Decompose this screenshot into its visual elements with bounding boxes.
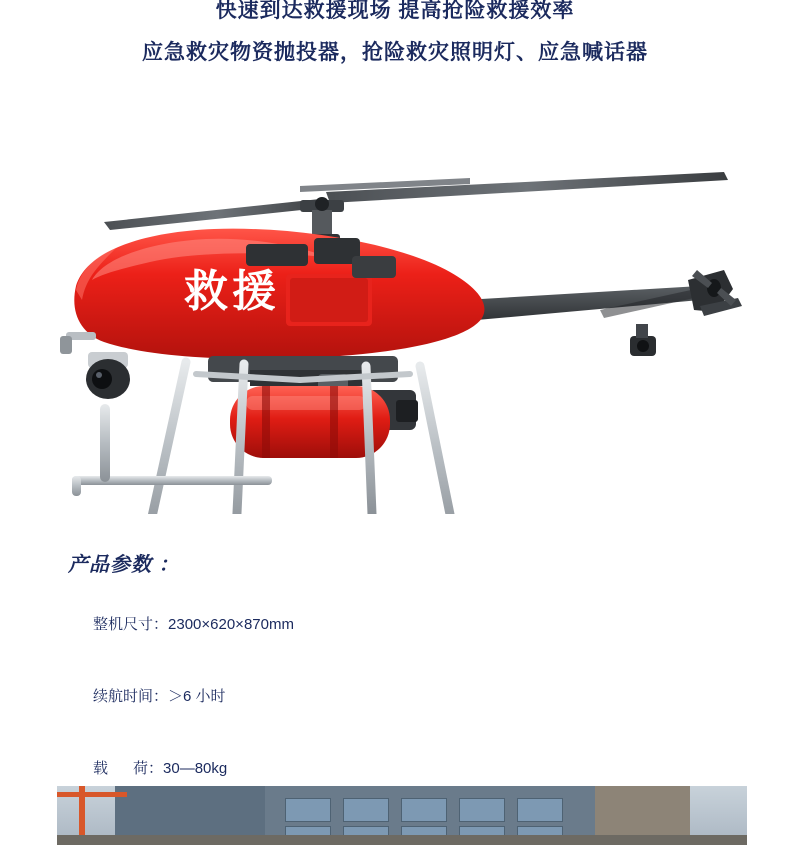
param-value: 30—80kg — [163, 760, 228, 777]
headline-block — [0, 0, 790, 68]
photo-crane-jib — [57, 792, 127, 797]
svg-text:救援: 救援 — [184, 267, 280, 316]
params-title: 产品参数 ： — [68, 554, 180, 576]
nose-gimbal-camera — [86, 352, 130, 399]
param-label: 续航时间： — [93, 688, 169, 705]
photo-ground — [57, 835, 747, 845]
helicopter-hero-image — [0, 74, 790, 514]
param-row — [68, 589, 728, 661]
photo-window — [401, 798, 447, 822]
headline-line-1: 快速到达救援现场 提高抢险救援效率 — [215, 0, 575, 22]
main-rotor-blades — [104, 172, 728, 230]
photo-window — [343, 798, 389, 822]
bottom-photo-strip — [57, 786, 747, 845]
photo-window — [517, 798, 563, 822]
param-value: 2300×620×870mm — [168, 616, 294, 633]
param-value: ＞6 小时 — [168, 688, 226, 705]
headline-line-2: 应急救灾物资抛投器，抢险救灾照明灯、应急喊话器 — [142, 41, 648, 64]
param-label: 整机尺寸： — [93, 616, 169, 633]
param-label: 载 荷： — [93, 760, 164, 777]
photo-window — [285, 798, 331, 822]
param-row — [68, 661, 728, 733]
photo-window — [459, 798, 505, 822]
